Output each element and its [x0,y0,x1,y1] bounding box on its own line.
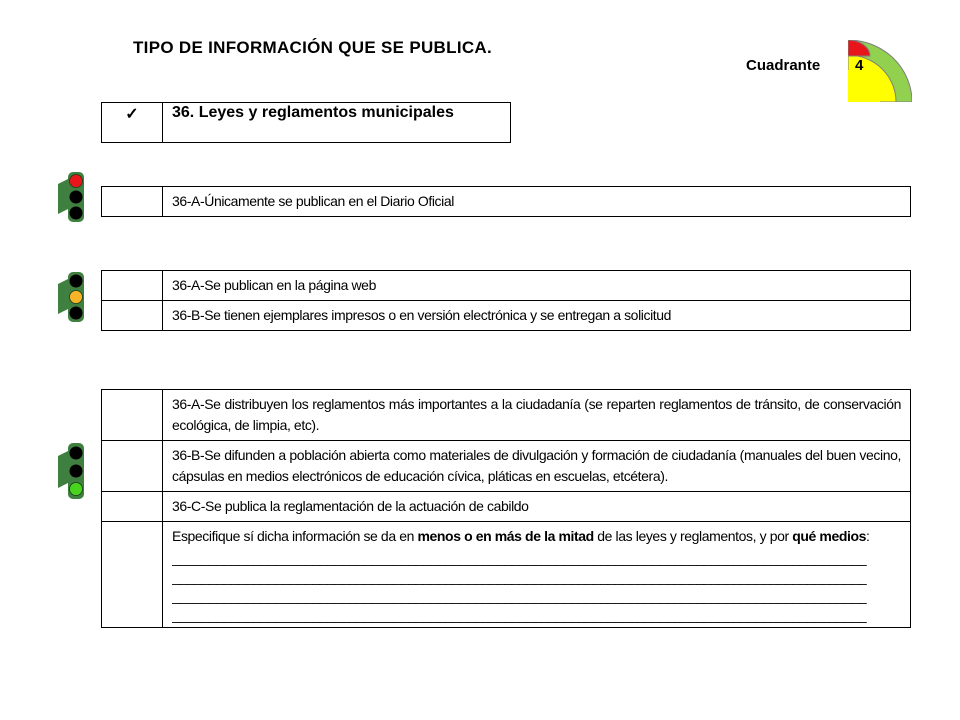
traffic-light-red-icon [58,170,92,224]
yellow-options-table [101,270,911,331]
option-checkbox[interactable] [102,492,163,522]
green-options-table [101,389,911,628]
answer-blank-lines[interactable]: ______________________________________________________________________________________________ ______________________________________________________________________________________________ ______________________________________________________________________________________________ ______________________________________________________________________________________________ [172,550,867,623]
red-options-table [101,186,911,217]
option-text: 36-A-Únicamente se publican en el Diario Oficial [163,187,911,217]
option-checkbox[interactable] [102,522,163,628]
option-text: 36-C-Se publica la reglamentación de la actuación de cabildo [163,492,911,522]
quadrant-label: Cuadrante [746,57,821,74]
option-checkbox[interactable] [102,301,163,331]
specify-bold-half: menos o en más de la mitad [417,528,594,544]
topic-checkbox[interactable]: ✓ [102,103,163,143]
option-checkbox[interactable] [102,187,163,217]
option-checkbox[interactable] [102,390,163,441]
traffic-light-yellow-icon [58,270,92,324]
specify-text: Especifique sí dicha información se da en [172,528,418,544]
option-text: 36-B-Se difunden a población abierta como materiales de divulgación y formación de ciudadanía (manuales del buen vecino, cápsulas en medios electrónicos de educación cívica, pláticas en escuelas, etcétera). [163,441,911,492]
specify-bold-means: qué medios [792,528,867,544]
table-row [102,301,911,331]
option-text: 36-B-Se tienen ejemplares impresos o en versión electrónica y se entregan a solicitud [163,301,911,331]
table-row [102,522,911,628]
option-checkbox[interactable] [102,441,163,492]
specify-text-middle: de las leyes y reglamentos, y por [593,528,793,544]
topic-label: 36. Leyes y reglamentos municipales [163,103,511,143]
table-row [102,390,911,441]
topic-header [101,102,511,143]
quadrant-number: 4 [855,57,864,74]
specify-field[interactable] [163,522,911,628]
option-text: 36-A-Se publican en la página web [163,271,911,301]
traffic-light-green-icon [58,442,92,500]
option-checkbox[interactable] [102,271,163,301]
page-title: TIPO DE INFORMACIÓN QUE SE PUBLICA. [133,38,493,57]
table-row [102,492,911,522]
specify-colon: : [866,528,870,544]
table-row [102,441,911,492]
table-row [102,271,911,301]
table-row [102,187,911,217]
option-text: 36-A-Se distribuyen los reglamentos más importantes a la ciudadanía (se reparten reglamentos de tránsito, de conservación ecológica, de limpia, etc). [163,390,911,441]
